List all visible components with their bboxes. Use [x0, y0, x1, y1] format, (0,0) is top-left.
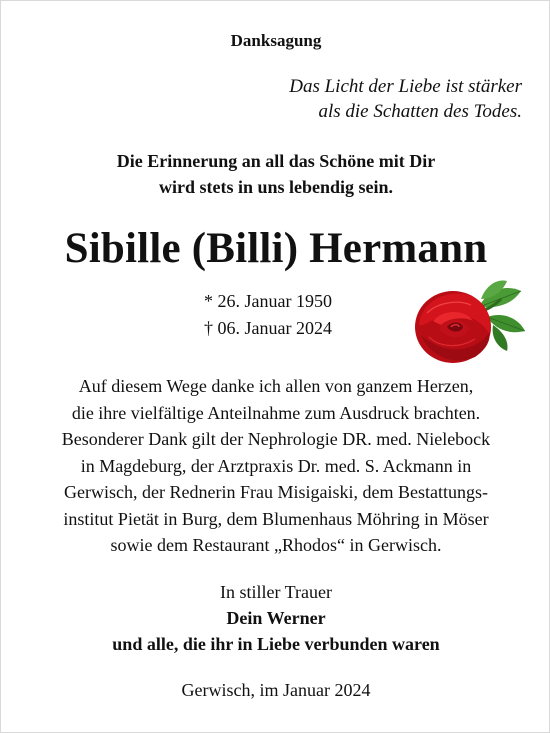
red-rose-icon	[409, 277, 529, 367]
motto-line-1: Das Licht der Liebe ist stärker	[289, 76, 522, 97]
signer-name: Dein Werner	[226, 608, 326, 628]
motto-line-2: als die Schatten des Todes.	[318, 101, 522, 122]
thanks-line: die ihre vielfältige Anteilnahme zum Ausdruck brachten.	[71, 402, 481, 423]
thanks-line: Besonderer Dank gilt der Nephrologie DR. med. Nielebock	[61, 429, 491, 449]
motto-quote	[289, 74, 522, 124]
intro-text	[1, 148, 550, 200]
thanks-text	[1, 373, 550, 559]
death-date: † 06. Januar 2024	[204, 318, 332, 338]
closing-signature	[1, 579, 550, 657]
life-dates	[204, 288, 332, 342]
birth-date: * 26. Januar 1950	[204, 291, 332, 311]
thanks-line: sowie dem Restaurant „Rhodos“ in Gerwisch.	[110, 535, 442, 555]
thanks-line: in Magdeburg, der Arztpraxis Dr. med. S. Ackmann in	[80, 455, 472, 476]
deceased-name: Sibille (Billi) Hermann	[64, 225, 488, 272]
intro-line-2: wird stets in uns lebendig sein.	[158, 177, 394, 197]
place-and-date: Gerwisch, im Januar 2024	[181, 680, 371, 700]
mourning-phrase: In stiller Trauer	[220, 582, 332, 602]
thanks-line: institut Pietät in Burg, dem Blumenhaus Möhring in Möser	[63, 508, 489, 529]
signer-family: und alle, die ihr in Liebe verbunden waren	[112, 634, 440, 654]
notice-heading: Danksagung	[230, 31, 322, 50]
intro-line-1: Die Erinnerung an all das Schöne mit Dir	[116, 151, 436, 171]
thanks-line: Gerwisch, der Rednerin Frau Misigaiski, dem Bestattungs-	[64, 482, 488, 502]
thanks-line: Auf diesem Wege danke ich allen von ganzem Herzen,	[78, 376, 474, 396]
